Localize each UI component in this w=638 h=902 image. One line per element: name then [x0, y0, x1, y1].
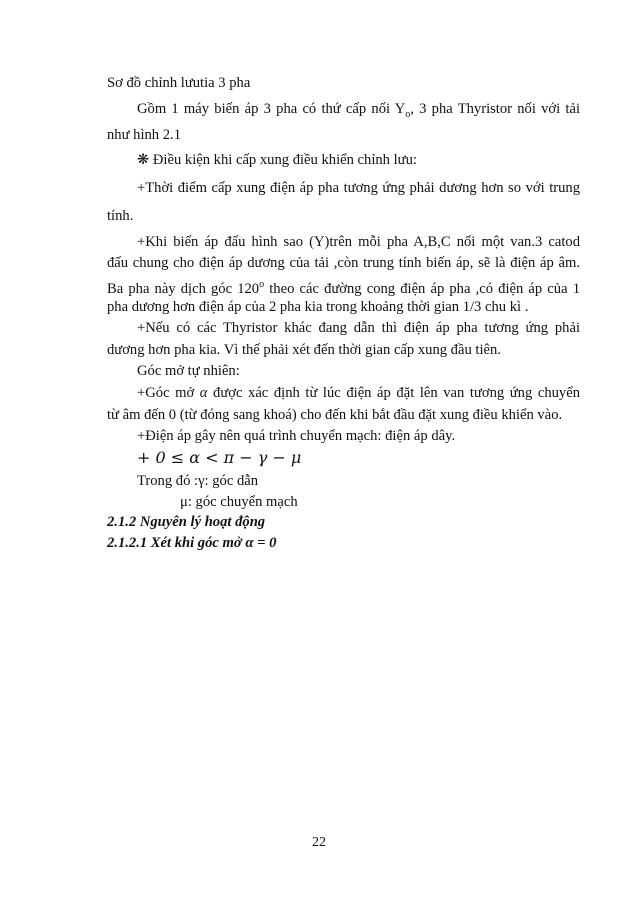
alpha-symbol: α — [199, 385, 208, 401]
text-line: Sơ đồ chỉnh lưutia 3 pha — [107, 75, 251, 91]
paragraph-line — [137, 471, 580, 491]
formula — [137, 448, 580, 468]
paragraph-line — [137, 232, 580, 252]
text-line: Góc mở tự nhiên: — [137, 363, 240, 379]
formula-text: + 0 ≤ α < π − γ − μ — [137, 448, 302, 467]
paragraph-line — [107, 206, 580, 226]
text-line: từ âm đến 0 (từ đóng sang khoá) cho đến khi bắt đầu đặt xung điều khiển vào. — [107, 407, 563, 423]
text-line: tính. — [107, 208, 134, 224]
text-line: theo các đường cong điện áp pha ,có điện áp của 1 — [264, 280, 580, 297]
text-line: +Điện áp gây nên quá trình chuyển mạch: điện áp dây. — [137, 428, 456, 444]
page-number: 22 — [312, 835, 326, 850]
paragraph-line — [137, 426, 580, 446]
paragraph-line — [107, 125, 580, 145]
heading-text: 2.1.2 Nguyên lý hoạt động — [107, 514, 266, 530]
text-line: như hình 2.1 — [107, 127, 181, 143]
text-line: , 3 pha Thyristor nối với tải — [410, 101, 580, 117]
heading-text: 2.1.2.1 Xét khi góc mở — [107, 535, 246, 551]
superscript: o — [259, 279, 265, 290]
alpha-symbol: α — [245, 535, 254, 551]
text-line: +Nếu có các Thyristor khác đang dẫn thì điện áp pha tương ứng phải — [137, 320, 580, 336]
text-line: pha dương hơn điện áp của 2 pha kia trong khoảng thời gian 1/3 chu kì . — [107, 299, 529, 315]
text-line: Gồm 1 máy biến áp 3 pha có thứ cấp nối Y — [137, 101, 406, 117]
subscript: o — [405, 108, 411, 120]
paragraph-line — [137, 318, 580, 338]
paragraph-line — [107, 340, 580, 360]
section-heading — [107, 512, 580, 532]
subsection-heading — [107, 533, 580, 553]
paragraph-line — [180, 492, 580, 512]
text-line: +Thời điểm cấp xung điện áp pha tương ứng phải dương hơn so với trung — [137, 180, 580, 196]
text-line: đấu chung cho điện áp dương của tải ,còn trung tính biến áp, sẽ là điện áp âm. — [107, 255, 580, 271]
paragraph-line — [107, 253, 580, 273]
paragraph-line — [137, 178, 580, 198]
paragraph-line — [137, 99, 580, 125]
paragraph-line — [137, 361, 580, 381]
paragraph-line — [107, 297, 580, 317]
paragraph-line — [137, 383, 580, 403]
text-line: Ba pha này dịch góc 120 — [107, 280, 260, 297]
text-line: dương hơn pha kia. Vì thế phải xét đến thời gian cấp xung đầu tiên. — [107, 342, 501, 358]
condition-heading — [137, 150, 580, 170]
text-line: Trong đó :γ: góc dẫn — [137, 473, 259, 489]
text-line: μ: góc chuyển mạch — [180, 494, 298, 510]
heading-text: = 0 — [253, 535, 277, 551]
text-line: được xác định từ lúc điện áp đặt lên van tương ứng chuyển — [207, 385, 580, 401]
section-label — [107, 73, 580, 93]
paragraph-line — [107, 405, 580, 425]
text-line: +Khi biến áp đấu hình sao (Y)trên mỗi pha A,B,C nối một van.3 catod — [137, 234, 580, 250]
text-line: ❋ Điều kiện khi cấp xung điều khiển chỉnh lưu: — [137, 152, 417, 168]
paragraph-line — [107, 275, 580, 299]
text-line: +Góc mở — [137, 385, 200, 401]
